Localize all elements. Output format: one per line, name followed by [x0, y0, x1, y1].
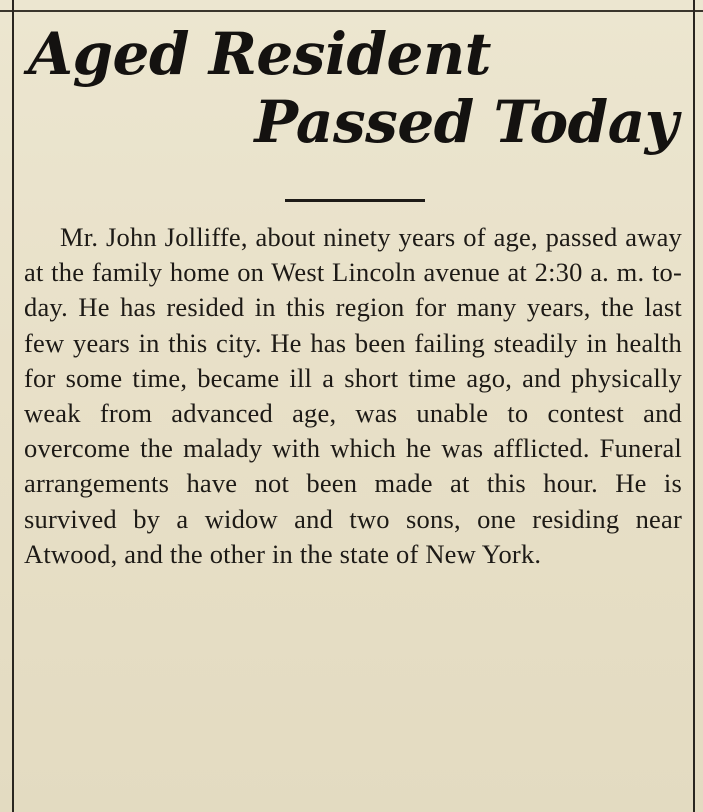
- headline-line-1: Aged Resident: [28, 20, 491, 88]
- article-headline: [24, 20, 684, 156]
- headline-divider: [285, 199, 425, 202]
- right-column-rule: [693, 0, 695, 812]
- top-border-rule: [0, 10, 703, 12]
- article-body: Mr. John Jolliffe, about ninety years of age, passed away at the family home on West Lincoln avenue at 2:30 a. m. to-day. He has resided in this region for many years, the last few years in this city. He has been failing steadily in health for some time, became ill a short time ago, and physically weak from advanced age, was unable to contest and overcome the malady with which he was afflicted. Funeral arrangements have not been made at this hour. He is survived by a widow and two sons, one residing near Atwood, and the other in the state of New York.: [24, 222, 682, 569]
- left-column-rule: [12, 0, 14, 812]
- headline-line-2: Passed Today: [254, 88, 678, 156]
